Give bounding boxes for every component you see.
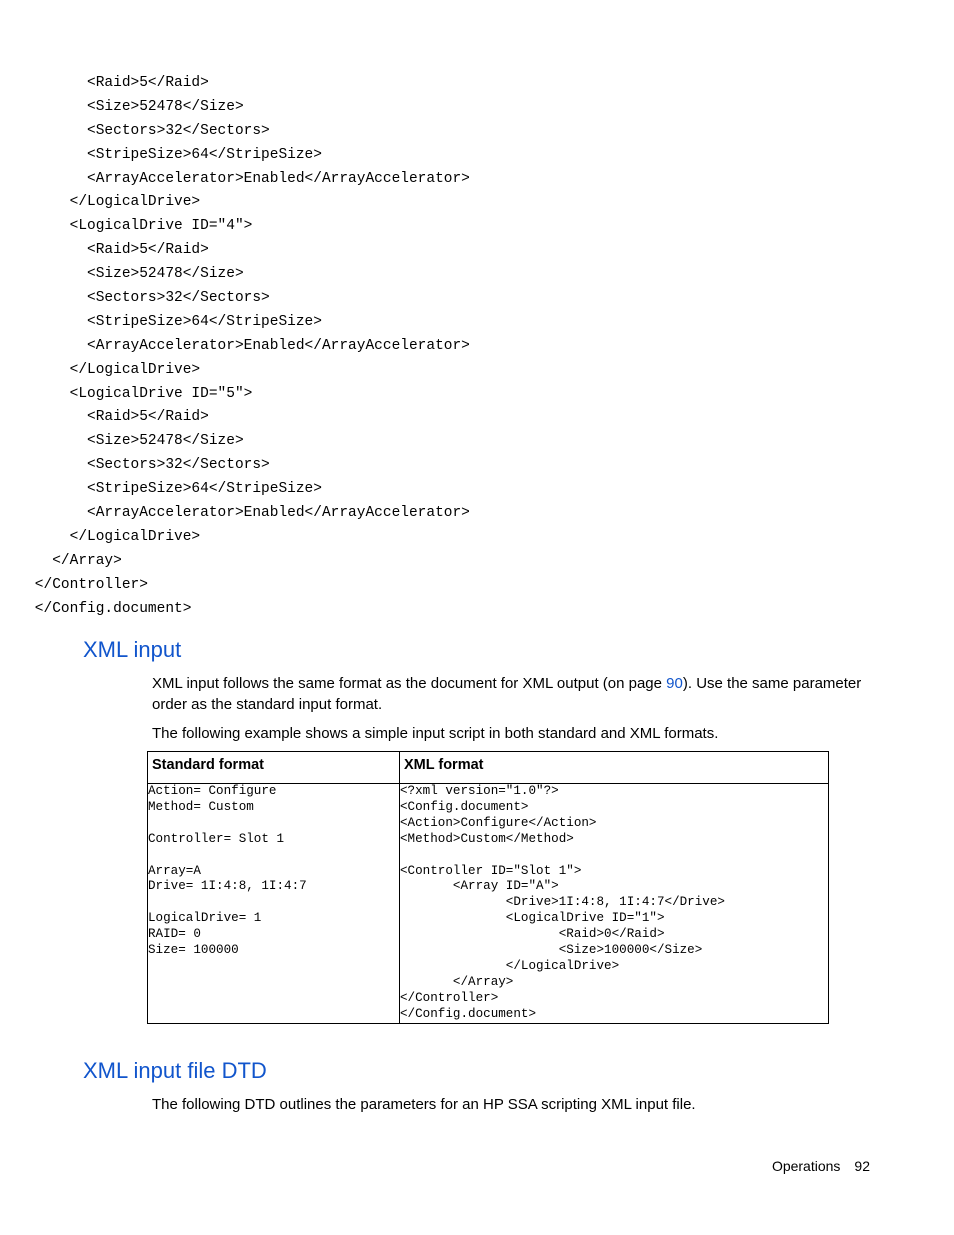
xml-format-code: <?xml version="1.0"?> <Config.document> <Action>Configure</Action> <Method>Custom</Method> <Controller ID="Slot 1"> <Array ID="A"> <Drive>1I:4:8, 1I:4:7</Drive> <LogicalDrive ID="1"> <Raid>0</Raid> <Size>100000</Size> </LogicalDrive> </Array> </Controller> </Config.document> [400, 784, 829, 1024]
description-text-end: ). Use the same parameter order as the standard input format. [152, 675, 862, 713]
code-line: <Sectors>32</Sectors> [0, 457, 270, 474]
xml-output-code-listing [0, 72, 954, 621]
code-line: <Raid>5</Raid> [0, 409, 209, 426]
code-line: <LogicalDrive ID="5"> [0, 385, 253, 402]
xml-format-header: XML format [400, 752, 829, 784]
code-line: <Raid>5</Raid> [0, 242, 209, 259]
section-heading-xml-input-file-dtd: XML input file DTD [83, 1058, 267, 1083]
code-line: <Sectors>32</Sectors> [0, 290, 270, 307]
code-line: </LogicalDrive> [0, 528, 201, 545]
dtd-description: The following DTD outlines the parameters for an HP SSA scripting XML input file. [152, 1096, 696, 1113]
footer-section-name: Operations [771, 1158, 841, 1174]
page-footer [600, 1158, 870, 1174]
code-line: <StripeSize>64</StripeSize> [0, 146, 322, 163]
page-reference-link[interactable]: 90 [666, 675, 683, 692]
code-line: </LogicalDrive> [0, 194, 201, 211]
code-line: <ArrayAccelerator>Enabled</ArrayAccelerator> [0, 505, 470, 522]
page-number: 92 [854, 1158, 870, 1174]
format-comparison-table [147, 751, 829, 1024]
code-line: <LogicalDrive ID="4"> [0, 218, 253, 235]
code-line: </Array> [0, 552, 122, 569]
code-line: <StripeSize>64</StripeSize> [0, 481, 322, 498]
standard-format-code: Action= Configure Method= Custom Controller= Slot 1 Array=A Drive= 1I:4:8, 1I:4:7 LogicalDrive= 1 RAID= 0 Size= 100000 [148, 784, 400, 1024]
standard-format-header: Standard format [148, 752, 400, 784]
description-text-start: XML input follows the same format as the document for XML output (on page [152, 675, 667, 692]
section-heading-xml-input: XML input [83, 637, 182, 662]
table-header-row [148, 752, 829, 784]
example-intro-text: The following example shows a simple input script in both standard and XML formats. [152, 725, 719, 742]
code-line: <Size>52478</Size> [0, 433, 244, 450]
table-row [148, 784, 829, 1024]
code-line: <StripeSize>64</StripeSize> [0, 313, 322, 330]
code-line: <Raid>5</Raid> [0, 75, 209, 91]
xml-input-description [152, 674, 877, 715]
code-line: <Size>52478</Size> [0, 266, 244, 283]
code-line: </Controller> [0, 576, 148, 593]
code-line: <Size>52478</Size> [0, 98, 244, 115]
code-line: <ArrayAccelerator>Enabled</ArrayAccelerator> [0, 337, 470, 354]
code-line: </Config.document> [0, 600, 192, 617]
code-line: <ArrayAccelerator>Enabled</ArrayAccelerator> [0, 170, 470, 187]
code-line: <Sectors>32</Sectors> [0, 122, 270, 139]
code-line: </LogicalDrive> [0, 361, 201, 378]
